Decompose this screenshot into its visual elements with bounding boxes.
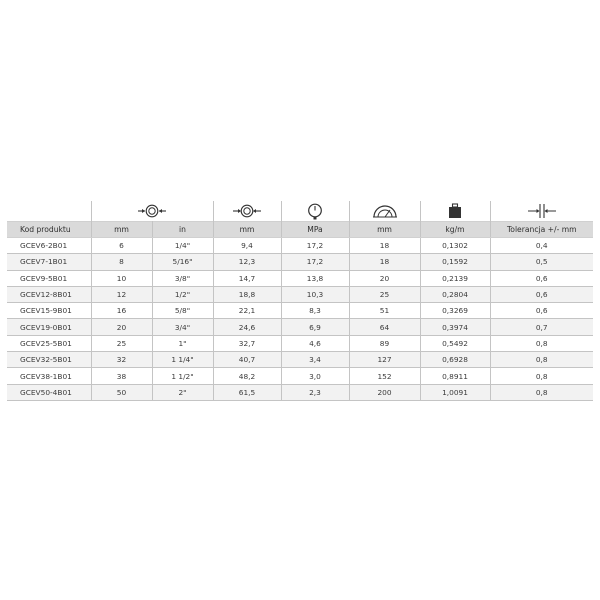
cell-id-mm: 32 bbox=[91, 352, 152, 368]
table-body bbox=[7, 238, 593, 401]
cell-pressure: 10,3 bbox=[281, 286, 349, 302]
column-header-id-mm: mm bbox=[91, 222, 152, 238]
cell-tolerance: 0,8 bbox=[490, 384, 593, 400]
cell-od-mm: 12,3 bbox=[213, 254, 281, 270]
cell-id-in: 1 1/4" bbox=[152, 352, 213, 368]
cell-tolerance: 0,8 bbox=[490, 335, 593, 351]
column-header-code: Kod produktu bbox=[7, 222, 91, 238]
cell-od-mm: 61,5 bbox=[213, 384, 281, 400]
cell-pressure: 6,9 bbox=[281, 319, 349, 335]
icon-header-row bbox=[7, 201, 593, 222]
unit-header-row bbox=[7, 222, 593, 238]
table-row bbox=[7, 384, 593, 400]
pressure-gauge-icon bbox=[281, 201, 349, 222]
cell-code: GCEV38-1B01 bbox=[7, 368, 91, 384]
cell-weight: 0,2139 bbox=[420, 270, 490, 286]
cell-pressure: 4,6 bbox=[281, 335, 349, 351]
cell-weight: 0,1302 bbox=[420, 238, 490, 254]
cell-bend: 18 bbox=[349, 254, 420, 270]
cell-pressure: 17,2 bbox=[281, 254, 349, 270]
cell-id-mm: 8 bbox=[91, 254, 152, 270]
icon-cell-empty bbox=[7, 201, 91, 222]
cell-pressure: 2,3 bbox=[281, 384, 349, 400]
cell-bend: 200 bbox=[349, 384, 420, 400]
cell-bend: 64 bbox=[349, 319, 420, 335]
cell-id-mm: 25 bbox=[91, 335, 152, 351]
table-row bbox=[7, 303, 593, 319]
cell-code: GCEV25-5B01 bbox=[7, 335, 91, 351]
cell-tolerance: 0,8 bbox=[490, 352, 593, 368]
cell-id-mm: 6 bbox=[91, 238, 152, 254]
cell-weight: 0,8911 bbox=[420, 368, 490, 384]
column-header-od-mm: mm bbox=[213, 222, 281, 238]
cell-tolerance: 0,6 bbox=[490, 286, 593, 302]
cell-tolerance: 0,8 bbox=[490, 368, 593, 384]
cell-code: GCEV12-8B01 bbox=[7, 286, 91, 302]
column-header-pressure: MPa bbox=[281, 222, 349, 238]
table-row bbox=[7, 352, 593, 368]
table-row bbox=[7, 238, 593, 254]
cell-id-mm: 50 bbox=[91, 384, 152, 400]
table-row bbox=[7, 335, 593, 351]
cell-id-mm: 16 bbox=[91, 303, 152, 319]
cell-weight: 0,1592 bbox=[420, 254, 490, 270]
column-header-tolerance: Tolerancja +/- mm bbox=[490, 222, 593, 238]
cell-id-in: 5/16" bbox=[152, 254, 213, 270]
cell-bend: 152 bbox=[349, 368, 420, 384]
cell-bend: 20 bbox=[349, 270, 420, 286]
table-row bbox=[7, 254, 593, 270]
cell-pressure: 17,2 bbox=[281, 238, 349, 254]
cell-id-mm: 20 bbox=[91, 319, 152, 335]
cell-code: GCEV9-5B01 bbox=[7, 270, 91, 286]
cell-id-in: 1/4" bbox=[152, 238, 213, 254]
cell-code: GCEV6-2B01 bbox=[7, 238, 91, 254]
cell-id-in: 3/8" bbox=[152, 270, 213, 286]
cell-bend: 18 bbox=[349, 238, 420, 254]
column-header-id-in: in bbox=[152, 222, 213, 238]
hose-outer-diameter-icon bbox=[213, 201, 281, 222]
cell-tolerance: 0,7 bbox=[490, 319, 593, 335]
cell-od-mm: 18,8 bbox=[213, 286, 281, 302]
cell-id-in: 5/8" bbox=[152, 303, 213, 319]
cell-od-mm: 40,7 bbox=[213, 352, 281, 368]
cell-pressure: 3,4 bbox=[281, 352, 349, 368]
cell-tolerance: 0,5 bbox=[490, 254, 593, 270]
cell-pressure: 3,0 bbox=[281, 368, 349, 384]
cell-od-mm: 48,2 bbox=[213, 368, 281, 384]
cell-weight: 1,0091 bbox=[420, 384, 490, 400]
cell-id-in: 3/4" bbox=[152, 319, 213, 335]
bend-radius-icon bbox=[349, 201, 420, 222]
cell-id-mm: 10 bbox=[91, 270, 152, 286]
table-row bbox=[7, 368, 593, 384]
cell-bend: 25 bbox=[349, 286, 420, 302]
cell-tolerance: 0,6 bbox=[490, 303, 593, 319]
cell-code: GCEV19-0B01 bbox=[7, 319, 91, 335]
cell-weight: 0,3269 bbox=[420, 303, 490, 319]
cell-od-mm: 14,7 bbox=[213, 270, 281, 286]
cell-weight: 0,3974 bbox=[420, 319, 490, 335]
cell-id-mm: 38 bbox=[91, 368, 152, 384]
table-row bbox=[7, 270, 593, 286]
cell-weight: 0,2804 bbox=[420, 286, 490, 302]
cell-tolerance: 0,4 bbox=[490, 238, 593, 254]
cell-code: GCEV32-5B01 bbox=[7, 352, 91, 368]
hose-specification-table bbox=[7, 201, 593, 401]
cell-id-mm: 12 bbox=[91, 286, 152, 302]
cell-pressure: 8,3 bbox=[281, 303, 349, 319]
cell-weight: 0,6928 bbox=[420, 352, 490, 368]
cell-id-in: 1/2" bbox=[152, 286, 213, 302]
cell-id-in: 1" bbox=[152, 335, 213, 351]
column-header-weight: kg/m bbox=[420, 222, 490, 238]
cell-code: GCEV7-1B01 bbox=[7, 254, 91, 270]
cell-od-mm: 24,6 bbox=[213, 319, 281, 335]
cell-bend: 127 bbox=[349, 352, 420, 368]
hose-inner-diameter-icon bbox=[91, 201, 213, 222]
table-row bbox=[7, 319, 593, 335]
cell-id-in: 2" bbox=[152, 384, 213, 400]
tolerance-icon bbox=[490, 201, 593, 222]
cell-id-in: 1 1/2" bbox=[152, 368, 213, 384]
cell-od-mm: 32,7 bbox=[213, 335, 281, 351]
cell-bend: 51 bbox=[349, 303, 420, 319]
cell-code: GCEV15-9B01 bbox=[7, 303, 91, 319]
weight-icon bbox=[420, 201, 490, 222]
cell-od-mm: 22,1 bbox=[213, 303, 281, 319]
column-header-bend: mm bbox=[349, 222, 420, 238]
cell-od-mm: 9,4 bbox=[213, 238, 281, 254]
table-row bbox=[7, 286, 593, 302]
cell-tolerance: 0,6 bbox=[490, 270, 593, 286]
cell-code: GCEV50-4B01 bbox=[7, 384, 91, 400]
cell-weight: 0,5492 bbox=[420, 335, 490, 351]
cell-bend: 89 bbox=[349, 335, 420, 351]
cell-pressure: 13,8 bbox=[281, 270, 349, 286]
